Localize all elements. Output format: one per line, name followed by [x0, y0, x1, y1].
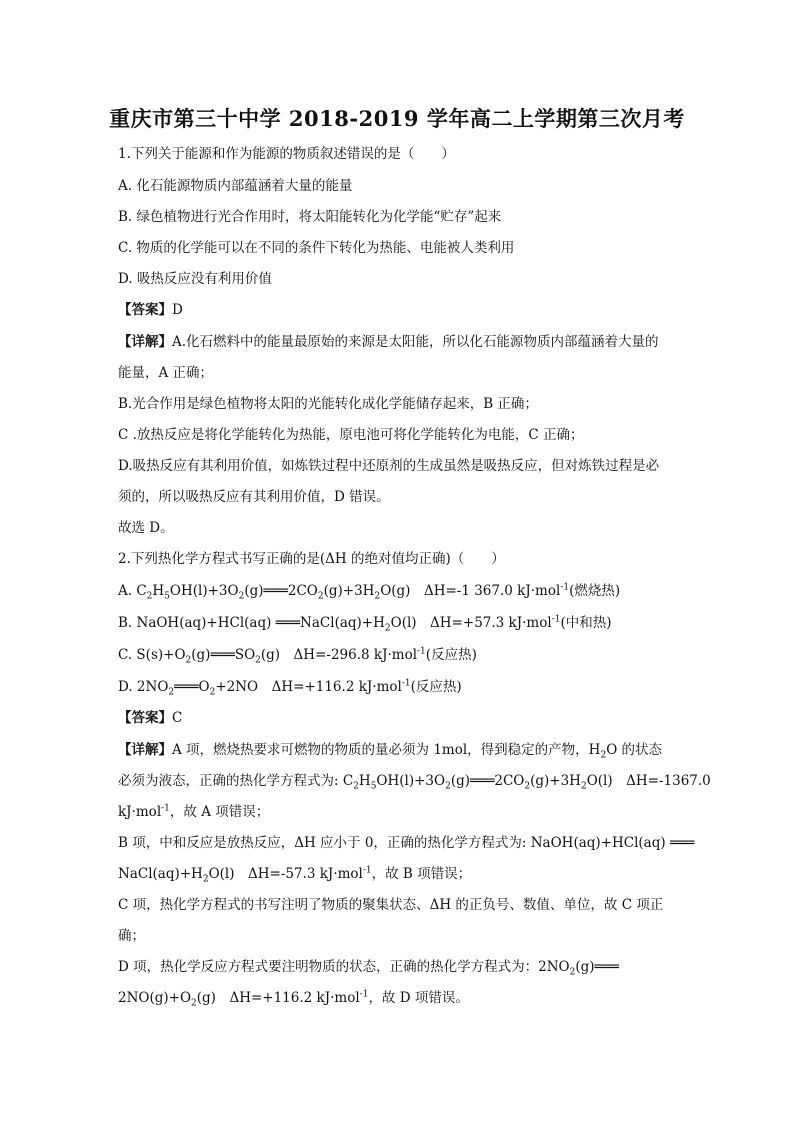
q2-e2-seg: (g)+3H: [530, 773, 581, 789]
q2-e5-seg: O(l) ΔH=-57.3 kJ·mol: [208, 866, 363, 882]
q2-e1-tail: O 的状态: [606, 742, 663, 758]
q2-option-b: [118, 613, 612, 633]
q2-a-sub: 2: [146, 591, 153, 602]
q2-d-seg: +2NO ΔH=+116.2 kJ·mol: [215, 679, 402, 695]
q1-explain-4: C .放热反应是将化学能转化为热能，原电池可将化学能转化为电能，C 正确；: [118, 427, 584, 443]
q1-answer: [118, 300, 183, 320]
q2-c-seg: (反应热): [425, 647, 477, 663]
q2-a-seg: H: [152, 583, 165, 599]
q2-answer: [118, 708, 182, 728]
q2-option-d: [118, 677, 462, 697]
q2-explain-8: [118, 957, 619, 977]
q1-conclusion: 故选 D。: [118, 520, 174, 536]
q2-e1-text: A 项，燃烧热要求可燃物的物质的量必须为 1mol，得到稳定的产物，H: [172, 742, 601, 758]
q2-c-seg: (g) ΔH=-296.8 kJ·mol: [260, 647, 418, 663]
q2-e5-seg: NaCl(aq)+H: [118, 866, 203, 882]
q1-explain-1: [118, 332, 659, 352]
q2-stem: 2.下列热化学方程式书写正确的是(ΔH 的绝对值均正确)（ ）: [118, 551, 505, 567]
q2-c-seg: (g)═══SO: [191, 647, 256, 663]
q1-option-c: C. 物质的化学能可以在不同的条件下转化为热能、电能被人类利用: [118, 240, 515, 256]
q2-b-seg: O(l) ΔH=+57.3 kJ·mol: [390, 615, 552, 631]
q2-e2-seg: (g)═══2CO: [450, 773, 525, 789]
q2-e5-seg: ，故 B 项错误；: [371, 866, 472, 882]
q1-explain-3: B.光合作用是绿色植物将太阳的光能转化成化学能储存起来，B 正确；: [118, 396, 538, 412]
q1-explain-6: 须的，所以吸热反应有其利用价值，D 错误。: [118, 489, 390, 505]
q2-e9-seg: (g) ΔH=+116.2 kJ·mol: [196, 990, 360, 1006]
q2-e2-sub: 2: [445, 781, 451, 792]
q2-option-c: [118, 645, 477, 665]
q2-e2-sub: 2: [524, 781, 531, 792]
q2-b-sup: -1: [551, 614, 561, 625]
q2-b-seg: B. NaOH(aq)+HCl(aq) ═══NaCl(aq)+H: [118, 615, 385, 631]
q1-answer-value: D: [172, 302, 183, 318]
q1-stem: 1.下列关于能源和作为能源的物质叙述错误的是（ ）: [118, 146, 455, 162]
page-title: 重庆市第三十中学 2018-2019 学年高二上学期第三次月考: [109, 106, 685, 131]
q2-b-sub: 2: [384, 623, 391, 634]
q2-c-sub: 2: [255, 655, 261, 666]
q2-c-sup: -1: [417, 646, 426, 657]
q2-a-seg: (燃烧热): [569, 583, 621, 599]
q2-e2-seg: H: [358, 773, 371, 789]
q2-e2-seg: 必须为液态，正确的热化学方程式为: C: [118, 773, 354, 789]
q1-explain-2: 能量，A 正确；: [118, 365, 214, 381]
q2-e3-sup: -1: [161, 803, 170, 814]
q2-d-sub: 2: [209, 687, 216, 698]
q1-option-a: A. 化石能源物质内部蕴涵着大量的能量: [118, 178, 353, 194]
q2-e5-sub: 2: [202, 874, 209, 885]
q1-explain-label: 【详解】: [118, 334, 172, 350]
q2-e9-sup: -1: [359, 989, 369, 1000]
q2-option-a: [118, 581, 620, 601]
q1-explain-5: D.吸热反应有其利用价值，如炼铁过程中还原剂的生成虽然是吸热反应，但对炼铁过程是必: [118, 458, 660, 474]
q2-answer-label: 【答案】: [118, 710, 172, 726]
q2-e8-seg: (g)═══: [575, 959, 619, 975]
q2-c-sub: 2: [185, 655, 192, 666]
q2-explain-1: [118, 740, 662, 760]
q2-e9-seg: ，故 D 项错误。: [368, 990, 469, 1006]
q2-e2-sub: 2: [580, 781, 587, 792]
q2-a-seg: OH(l)+3O: [169, 583, 239, 599]
q2-a-sup: -1: [560, 582, 570, 593]
q2-a-seg: A. C: [118, 583, 147, 599]
q2-explain-7: 确；: [118, 928, 145, 944]
q2-a-seg: (g)+3H: [323, 583, 375, 599]
q2-e1-sub: 2: [600, 750, 607, 761]
q2-a-seg: (g)═══2CO: [244, 583, 318, 599]
q2-e2-seg: OH(l)+3O: [376, 773, 446, 789]
q2-e3-seg: ，故 A 项错误；: [169, 804, 270, 820]
q2-explain-2: [118, 771, 711, 791]
q2-explain-4: B 项，中和反应是放热反应，ΔH 应小于 0，正确的热化学方程式为: NaOH(aq)+HCl(aq) ═══: [118, 835, 695, 851]
q2-e9-seg: 2NO(g)+O: [118, 990, 192, 1006]
q2-d-seg: ═══O: [174, 679, 210, 695]
q2-a-sub: 5: [164, 591, 170, 602]
q2-explain-label: 【详解】: [118, 742, 172, 758]
q1-explain-text: A.化石燃料中的能量最原始的来源是太阳能，所以化石能源物质内部蕴涵着大量的: [172, 334, 659, 350]
q2-d-sub: 2: [168, 687, 175, 698]
q2-e2-sub: 5: [370, 781, 377, 792]
q1-option-d: D. 吸热反应没有利用价值: [118, 271, 272, 287]
q2-answer-value: C: [172, 710, 183, 726]
q2-d-seg: D. 2NO: [118, 679, 169, 695]
q2-a-sub: 2: [317, 591, 324, 602]
q2-explain-3: [118, 802, 269, 822]
q2-e2-sub: 2: [353, 781, 359, 792]
q2-e8-sub: 2: [569, 967, 576, 978]
q2-d-seg: (反应热): [410, 679, 462, 695]
q2-e9-sub: 2: [191, 998, 197, 1009]
q2-a-sub: 2: [238, 591, 245, 602]
q1-option-b: B. 绿色植物进行光合作用时，将太阳能转化为化学能“贮存”起来: [118, 209, 502, 225]
q2-e3-seg: kJ·mol: [118, 804, 162, 820]
q2-b-seg: (中和热): [560, 615, 612, 631]
q2-explain-9: [118, 988, 469, 1008]
q2-a-seg: O(g) ΔH=-1 367.0 kJ·mol: [380, 583, 561, 599]
q2-d-sup: -1: [401, 678, 411, 689]
q2-e2-seg: O(l) ΔH=-1367.0: [586, 773, 711, 789]
q2-a-sub: 2: [374, 591, 381, 602]
q1-answer-label: 【答案】: [118, 302, 172, 318]
q2-e5-sup: -1: [362, 865, 372, 876]
q2-explain-6: C 项，热化学方程式的书写注明了物质的聚集状态、ΔH 的正负号、数值、单位，故 C 项正: [118, 897, 664, 913]
q2-c-seg: C. S(s)+O: [118, 647, 186, 663]
q2-e8-seg: D 项，热化学反应方程式要注明物质的状态，正确的热化学方程式为：2NO: [118, 959, 570, 975]
q2-explain-5: [118, 864, 471, 884]
